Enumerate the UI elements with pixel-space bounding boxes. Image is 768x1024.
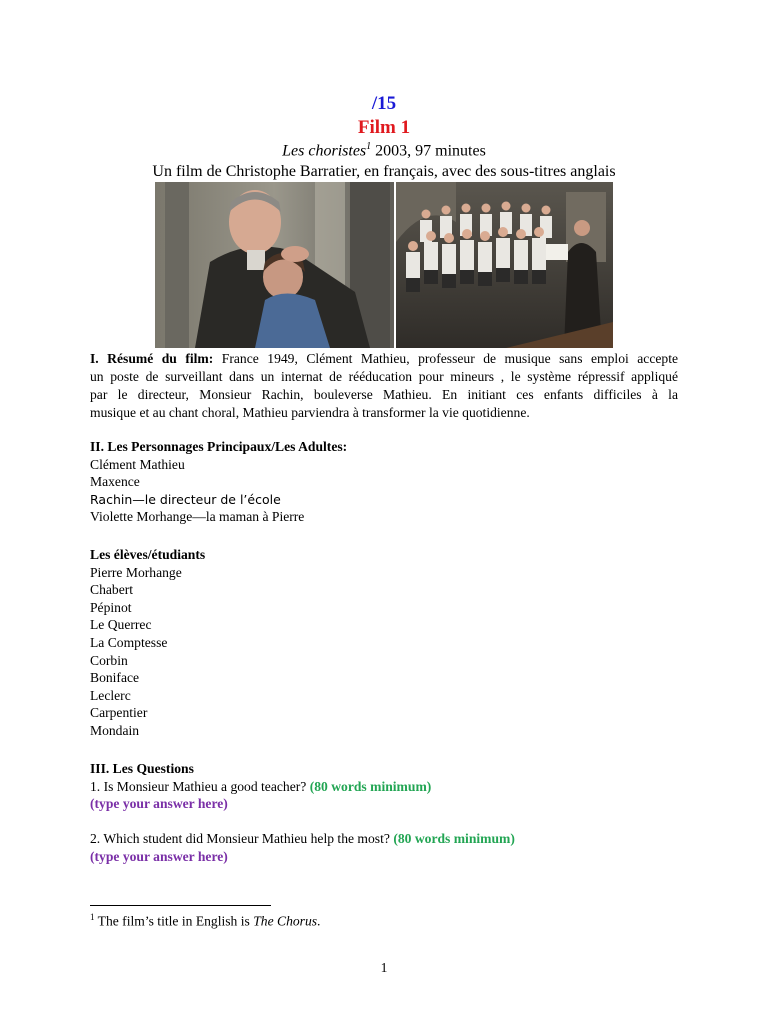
question-2 bbox=[90, 830, 678, 848]
film-title-line bbox=[0, 141, 768, 160]
list-item: Corbin bbox=[90, 652, 128, 668]
film-photos bbox=[155, 182, 613, 348]
list-item: Carpentier bbox=[90, 705, 148, 721]
film-subtitle: Un film de Christophe Barratier, en français, avec des sous-titres anglais bbox=[152, 163, 616, 180]
list-item: Pépinot bbox=[90, 599, 132, 615]
list-item: Clément Mathieu bbox=[90, 456, 185, 472]
footnote-divider bbox=[90, 905, 271, 906]
list-item: Pierre Morhange bbox=[90, 564, 182, 580]
adult-characters-list bbox=[90, 438, 678, 526]
question-1-text: 1. Is Monsieur Mathieu a good teacher? bbox=[90, 778, 310, 794]
student-characters-list bbox=[90, 546, 678, 740]
list-item: Leclerc bbox=[90, 687, 131, 703]
summary-line-4: musique et au chant choral, Mathieu parviendra à transformer la vie quotidienne. bbox=[90, 405, 530, 420]
footnote-marker: 1 bbox=[90, 912, 95, 922]
list-item: Boniface bbox=[90, 670, 140, 686]
film-title: Les choristes bbox=[282, 142, 367, 160]
footnote: $^1$ The film’s title in English is The Chorus. bbox=[90, 912, 321, 929]
film-label: Film 1 bbox=[357, 117, 411, 138]
list-item: Mondain bbox=[90, 722, 140, 738]
film-year-duration: 2003, 97 minutes bbox=[371, 142, 486, 160]
footnote-text: The film’s title in English is bbox=[94, 913, 254, 929]
list-item: Maxence bbox=[90, 474, 140, 490]
questions-section bbox=[90, 760, 678, 866]
summary-heading: I. Résumé du film: bbox=[90, 351, 214, 366]
word-requirement: (80 words minimum) bbox=[309, 778, 432, 794]
page-number: 1 bbox=[380, 960, 388, 975]
summary-line-2: un poste de surveillant dans un internat de rééducation pour mineurs , le système répressif appliqué bbox=[90, 369, 678, 384]
students-heading: Les élèves/étudiants bbox=[90, 547, 206, 562]
summary-line-3: par le directeur, Monsieur Rachin, bouleverse Mathieu. En initiant ces enfants difficiles à la bbox=[90, 387, 678, 402]
list-item: La Comptesse bbox=[90, 634, 168, 650]
list-item: Rachin—le directeur de l’école bbox=[90, 491, 281, 507]
questions-heading: III. Les Questions bbox=[90, 761, 194, 776]
film-summary bbox=[90, 350, 678, 422]
answer-placeholder-1[interactable]: (type your answer here) bbox=[90, 796, 228, 812]
summary-line-1: France 1949, Clément Mathieu, professeur de musique sans emploi accepte bbox=[213, 351, 679, 366]
question-2-text: 2. Which student did Monsieur Mathieu help the most? bbox=[90, 831, 394, 847]
teacher-student-photo bbox=[155, 182, 394, 348]
adults-heading: II. Les Personnages Principaux/Les Adultes: bbox=[90, 439, 348, 454]
list-item: Le Querrec bbox=[90, 617, 152, 633]
word-requirement: (80 words minimum) bbox=[393, 831, 515, 847]
footnote-ref: 1 bbox=[366, 141, 372, 152]
list-item: Violette Morhange—la maman à Pierre bbox=[90, 509, 305, 525]
list-item: Chabert bbox=[90, 582, 134, 598]
choir-photo bbox=[396, 182, 613, 348]
footnote-title: The Chorus bbox=[253, 913, 318, 929]
score-label: /15 bbox=[371, 93, 397, 114]
answer-placeholder-2[interactable]: (type your answer here) bbox=[90, 848, 228, 864]
question-1 bbox=[90, 778, 678, 796]
